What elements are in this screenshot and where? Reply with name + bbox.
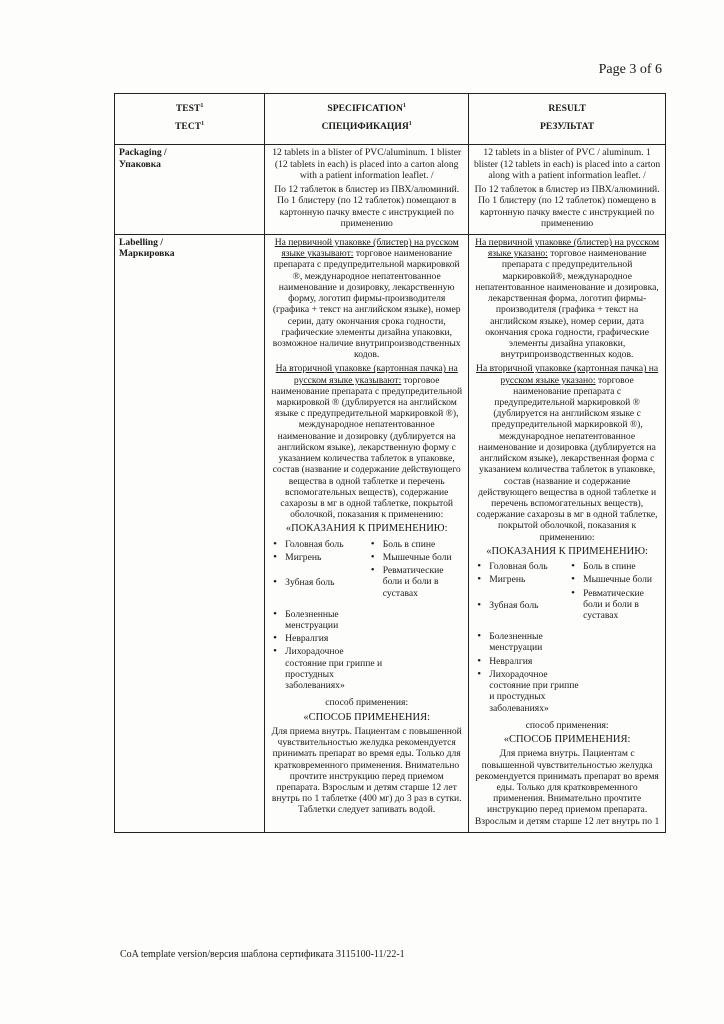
list-item: • Болезненные менструации bbox=[269, 609, 386, 631]
footnote-mark: 1 bbox=[402, 102, 406, 109]
list-item: • Боль в спине bbox=[567, 561, 661, 572]
header-result-en: RESULT bbox=[548, 103, 586, 114]
result-method-text: Для приема внутрь. Пациентам с повышенной чувствительностью желудка рекомендуется принимать препарат во время еды. Только для кратковременного применения. Внимательно прочтите инструкцию перед приемом препарата. Взрослым и детям старше 12 лет внутрь по 1 bbox=[474, 748, 660, 827]
list-item: • Головная боль bbox=[269, 539, 367, 550]
result-primary-text: торговое наименование препарата с предупредительной маркировкой®, международное непатентованное наименование и дозировка, лекарственная форма, логотип фирмы-производителя (графика + текст на английском языке), номер серии, дата окончания срока годности, графические элементы дизайна упаковки, внутрипроизводственных кодов. bbox=[475, 248, 659, 361]
list-item: • Мышечные боли bbox=[567, 574, 661, 585]
list-item: • Невралгия bbox=[473, 656, 586, 667]
packaging-label-en: Packaging / bbox=[119, 147, 167, 159]
result-primary-head: На первичной упаковке (блистер) на русском языке указано: bbox=[475, 236, 660, 260]
result-secondary-text: торговое наименование препарата с предупредительной маркировкой ® (дублируется на английском языке с предупредительной маркировкой ®), международное непатентованное наименование и дозировка (дублируется на английском языке), лекарственная форма с указанием количества таблеток в упаковке, состав (название и содержание действующего вещества в одной таблетке и перечень вспомогательных веществ), содержание сахарозы в мг в одной таблетке, покрытой оболочкой, показания к применению: bbox=[476, 374, 658, 543]
list-item: • Невралгия bbox=[269, 633, 386, 644]
result-ind-bottom bbox=[473, 631, 586, 716]
result-ind-left bbox=[473, 561, 567, 623]
result-indications-list bbox=[473, 561, 661, 716]
list-item: • Мигрень bbox=[473, 574, 567, 585]
header-result-ru: РЕЗУЛЬТАТ bbox=[540, 121, 595, 133]
spec-method-label: способ применения: bbox=[325, 697, 409, 709]
header-result bbox=[469, 94, 666, 145]
result-indications-head: «ПОКАЗАНИЯ К ПРИМЕНЕНИЮ: bbox=[486, 545, 648, 557]
list-item: • Лихорадочное состояние при гриппе и простудных заболеваниях» bbox=[269, 646, 386, 691]
list-item: • Мышечные боли bbox=[367, 552, 465, 563]
list-item: • Зубная боль bbox=[473, 600, 567, 611]
header-row bbox=[115, 94, 666, 145]
packaging-label-ru: Упаковка bbox=[119, 158, 161, 170]
packaging-test-cell bbox=[115, 145, 265, 235]
spec-method-head: «СПОСОБ ПРИМЕНЕНИЯ: bbox=[303, 711, 430, 723]
header-spec-en: SPECIFICATION bbox=[327, 103, 403, 114]
list-item: • Мигрень bbox=[269, 552, 367, 563]
spec-primary-head: На первичной упаковке (блистер) на русском языке указывают: bbox=[274, 236, 459, 260]
labelling-row bbox=[115, 234, 666, 832]
list-item: • Лихорадочное состояние при гриппе и простудных заболеваниях» bbox=[473, 669, 586, 714]
list-item: • Зубная боль bbox=[269, 577, 367, 588]
spec-indications-head: «ПОКАЗАНИЯ К ПРИМЕНЕНИЮ: bbox=[285, 523, 448, 535]
spec-primary-paragraph bbox=[269, 237, 464, 360]
list-item: • Болезненные менструации bbox=[473, 631, 586, 653]
packaging-spec-cell bbox=[265, 145, 469, 235]
list-item: • Ревматические боли и боли в суставах bbox=[567, 588, 661, 622]
labelling-label-en: Labelling / bbox=[119, 236, 163, 248]
packaging-result-cell bbox=[469, 145, 666, 235]
packaging-row bbox=[115, 145, 666, 235]
labelling-spec-cell bbox=[265, 234, 469, 832]
spec-secondary-paragraph bbox=[269, 363, 464, 520]
spec-ind-right bbox=[367, 539, 465, 601]
packaging-result-en: 12 tablets in a blister of PVC / aluminum. 1 blister (12 tablets in each) is placed into a carton along with a patient information leaflet. / bbox=[473, 147, 661, 181]
result-primary-paragraph bbox=[473, 237, 661, 360]
footnote-mark: 1 bbox=[201, 121, 205, 128]
header-spec bbox=[265, 94, 469, 145]
labelling-result-cell bbox=[469, 234, 666, 832]
packaging-spec-en: 12 tablets in a blister of PVC/aluminum. 1 blister (12 tablets in each) is placed into a carton along with a patient information leaflet. / bbox=[272, 147, 462, 181]
labelling-test-cell bbox=[115, 234, 265, 832]
result-secondary-head: На вторичной упаковке (картонная пачка) на русском языке указано: bbox=[476, 363, 659, 386]
packaging-result-ru: По 12 таблеток в блистер из ПВХ/алюминий. По 1 блистеру (по 12 таблеток) помещено в картонную пачку вместе с инструкцией по применению bbox=[474, 184, 660, 229]
spec-secondary-text: торговое наименование препарата с предупредительной маркировкой ® (дублируется на английском языке с предупредительной маркировкой ®), международное непатентованное наименование и дозировку (дублируется на английском языке), лекарственную форму с указанием количества таблеток в упаковке, состав (название и содержание действующего вещества в одной таблетке и перечень вспомогательных веществ), содержание сахарозы в мг в одной таблетке, покрытой оболочкой, показания к применению: bbox=[271, 374, 463, 521]
spec-secondary-head: На вторичной упаковке (картонная пачка) на русском языке указывают: bbox=[275, 363, 458, 386]
spec-ind-left bbox=[269, 539, 367, 601]
footnote-mark: 1 bbox=[408, 121, 412, 128]
spec-primary-text: торговое наименование препарата с предупредительной маркировкой ®, международное непатентованное наименование и дозировку, лекарственную форму, логотип фирмы-производителя (графика + текст на английском языке), номер серии, дату окончания срока годности, графические элементы дизайна упаковки, возможное наличие внутрипроизводственных кодов. bbox=[272, 248, 461, 361]
result-method-head: «СПОСОБ ПРИМЕНЕНИЯ: bbox=[503, 734, 631, 745]
header-test-en: TEST bbox=[175, 103, 201, 114]
coa-table bbox=[114, 93, 666, 833]
header-spec-ru: СПЕЦИФИКАЦИЯ bbox=[321, 121, 409, 133]
list-item: • Ревматические боли и боли в суставах bbox=[367, 565, 465, 599]
template-version-footer: CoA template version/версия шаблона сертификата 3115100-11/22-1 bbox=[120, 949, 405, 960]
spec-indications-list bbox=[269, 539, 464, 694]
header-test-ru: ТЕСТ bbox=[175, 121, 202, 133]
header-test bbox=[115, 94, 265, 145]
result-ind-right bbox=[567, 561, 661, 623]
result-method-label: способ применения: bbox=[525, 719, 609, 731]
spec-method-text: Для приема внутрь. Пациентам с повышенной чувствительностью желудка рекомендуется принимать препарат во время еды. Только для кратковременного применения. Внимательно прочтите инструкцию перед приемом препарата. Взрослым и детям старше 12 лет внутрь по 1 таблетке (400 мг) до 3 раз в сутки. Таблетки следует запивать водой. bbox=[271, 725, 462, 816]
page-number: Page 3 of 6 bbox=[598, 62, 662, 77]
list-item: • Головная боль bbox=[473, 561, 567, 572]
spec-ind-bottom bbox=[269, 609, 386, 694]
footnote-mark: 1 bbox=[200, 102, 204, 109]
labelling-label-ru: Маркировка bbox=[119, 248, 175, 260]
result-secondary-paragraph bbox=[473, 363, 661, 543]
packaging-spec-ru: По 12 таблеток в блистер из ПВХ/алюминий. По 1 блистеру (по 12 таблеток) помещают в картонную пачку вместе с инструкцией по применению bbox=[274, 184, 460, 229]
list-item: • Боль в спине bbox=[367, 539, 465, 550]
